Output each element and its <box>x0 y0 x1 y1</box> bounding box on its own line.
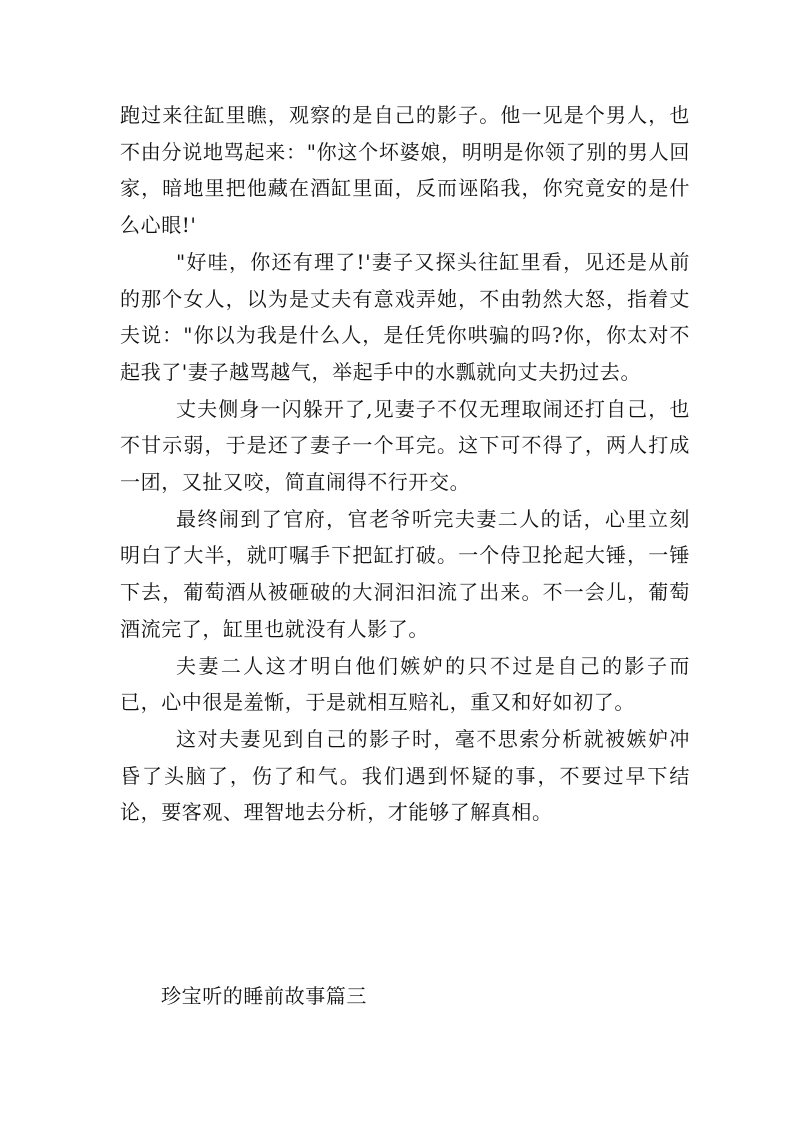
paragraph-moral: 这对夫妻见到自己的影子时，毫不思索分析就被嫉妒冲昏了头脑了，伤了和气。我们遇到怀疑的事，不要过早下结论，要客观、理智地去分析，才能够了解真相。 <box>120 726 690 825</box>
paragraph-continuation: 跑过来往缸里瞧，观察的是自己的影子。他一见是个男人，也不由分说地骂起来："你这个坏婆娘，明明是你领了别的男人回家，暗地里把他藏在酒缸里面，反而诬陷我，你究竟安的是什么心眼!' <box>120 103 690 238</box>
section-heading: 珍宝听的睡前故事篇三 <box>161 984 367 1008</box>
paragraph-court: 最终闹到了官府，官老爷听完夫妻二人的话，心里立刻明白了大半，就叮嘱手下把缸打破。一个侍卫抡起大锤，一锤下去，葡萄酒从被砸破的大洞汩汩流了出来。不一会儿，葡萄酒流完了，缸里也就没有人影了。 <box>120 506 690 641</box>
story-body <box>120 97 690 831</box>
paragraph-reconcile: 夫妻二人这才明白他们嫉妒的只不过是自己的影子而已，心中很是羞惭，于是就相互赔礼，重又和好如初了。 <box>120 653 690 715</box>
paragraph-fight: 丈夫侧身一闪躲开了,见妻子不仅无理取闹还打自己，也不甘示弱，于是还了妻子一个耳完。这下可不得了，两人打成一团，又扯又咬，简直闹得不行开交。 <box>120 396 690 495</box>
paragraph-wife-reply: "好哇，你还有理了!'妻子又探头往缸里看，见还是从前的那个女人，以为是丈夫有意戏弄她，不由勃然大怒，指着丈夫说："你以为我是什么人，是任凭你哄骗的吗?你，你太对不起我了'妻子越骂越气，举起手中的水瓢就向丈夫扔过去。 <box>120 249 690 384</box>
